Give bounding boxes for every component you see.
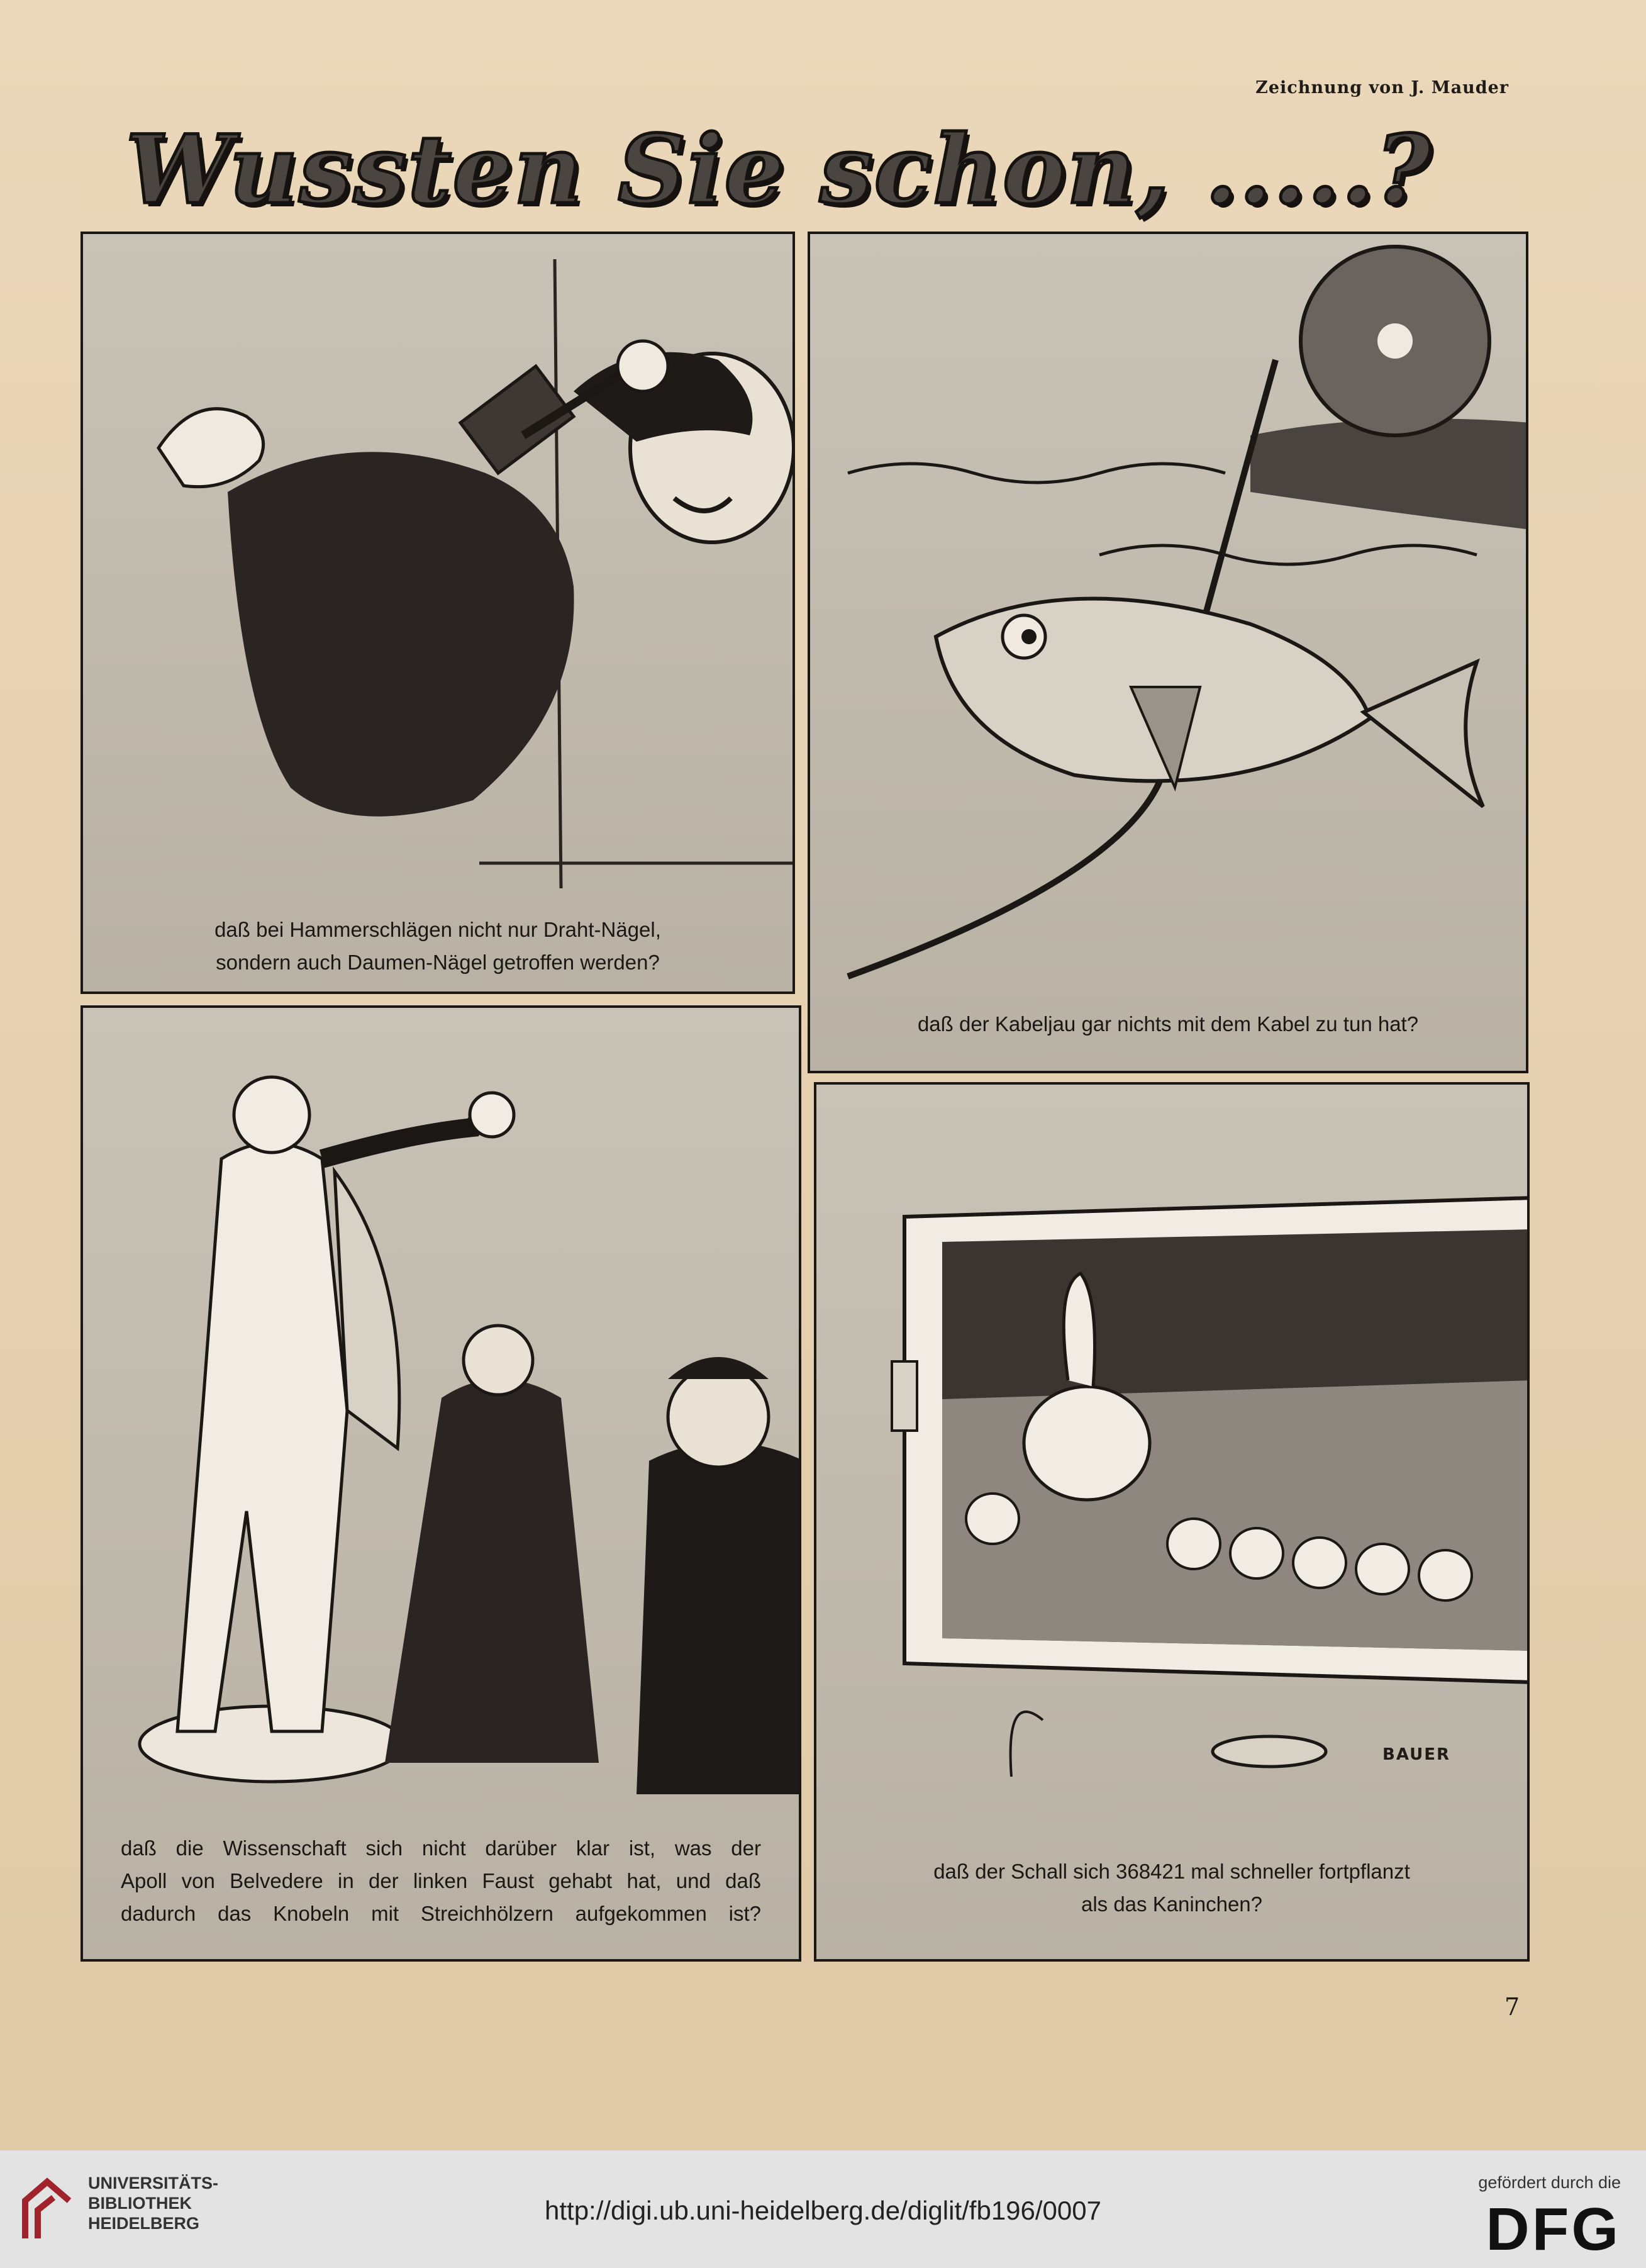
library-name-line: HEIDELBERG bbox=[88, 2214, 200, 2233]
artist-signature: BAUER bbox=[1382, 1745, 1451, 1764]
caption-line: sondern auch Daumen-Nägel getroffen werden? bbox=[216, 951, 660, 974]
panel-statue bbox=[81, 1005, 801, 1962]
page-number: 7 bbox=[1504, 1993, 1520, 2021]
caption-line: als das Kaninchen? bbox=[1081, 1892, 1263, 1916]
permalink-url[interactable] bbox=[0, 2196, 1646, 2226]
illustrator-credit: Zeichnung von J. Mauder bbox=[1255, 78, 1509, 98]
caption-line: daß die Wissenschaft sich nicht darüber klar ist, was der bbox=[121, 1836, 761, 1860]
caption-line: daß der Kabeljau gar nichts mit dem Kabel zu tun hat? bbox=[917, 1012, 1419, 1036]
panel-rabbits-caption bbox=[816, 1855, 1527, 1921]
panel-statue-caption bbox=[83, 1832, 799, 1930]
caption-line: daß bei Hammerschlägen nicht nur Draht-Nägel, bbox=[214, 918, 661, 941]
viewer-footer bbox=[0, 2150, 1646, 2268]
dfg-logo: DFG bbox=[1486, 2196, 1621, 2263]
fish-illustration bbox=[810, 234, 1528, 1008]
library-name-line: UNIVERSITÄTS- bbox=[88, 2174, 219, 2193]
library-name-line: BIBLIOTHEK bbox=[88, 2194, 192, 2213]
permalink-link[interactable]: http://digi.ub.uni-heidelberg.de/diglit/fb196/0007 bbox=[545, 2196, 1101, 2225]
page-title: Wussten Sie schon, .....? bbox=[126, 115, 1432, 225]
panel-hammer-caption bbox=[83, 913, 792, 979]
hammer-illustration bbox=[83, 234, 795, 888]
panel-fish bbox=[808, 232, 1528, 1073]
caption-line: dadurch das Knobeln mit Streichhölzern aufgekommen ist? bbox=[121, 1902, 761, 1925]
funding-note: gefördert durch die bbox=[1478, 2173, 1621, 2192]
rabbits-illustration bbox=[816, 1085, 1530, 1814]
panel-hammer bbox=[81, 232, 795, 994]
caption-line: daß der Schall sich 368421 mal schneller fortpflanzt bbox=[933, 1860, 1410, 1883]
caption-line: Apoll von Belvedere in der linken Faust gehabt hat, und daß bbox=[121, 1869, 761, 1892]
panel-rabbits bbox=[814, 1082, 1530, 1962]
statue-illustration bbox=[83, 1008, 801, 1826]
panel-fish-caption bbox=[810, 1008, 1526, 1041]
